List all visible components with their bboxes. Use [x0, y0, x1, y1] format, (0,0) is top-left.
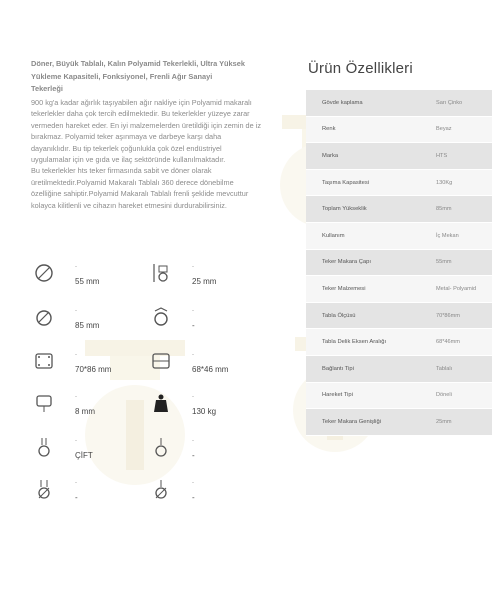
load-weight-icon: [150, 392, 172, 414]
spec-value: 68*46 mm: [192, 365, 229, 374]
spec-value: -: [75, 493, 78, 502]
spec-value: 130 kg: [192, 407, 217, 416]
plate-size-icon: [33, 350, 55, 372]
table-row: Teker Makara Genişliği 25mm: [306, 409, 492, 436]
product-description: [31, 97, 261, 211]
swivel-lock-icon: [150, 478, 172, 500]
features-table: [306, 90, 492, 436]
spec-value: 8 mm: [75, 407, 95, 416]
brake-icon: [150, 436, 172, 458]
table-row: Bağlantı Tipi Tablalı: [306, 356, 492, 383]
hole-spacing-icon: [150, 350, 172, 372]
spec-item: - ÇİFT: [33, 436, 123, 476]
table-row: Toplam Yükseklik 85mm: [306, 196, 492, 223]
spec-item: - 130 kg: [150, 392, 240, 432]
table-row: Marka HTS: [306, 143, 492, 170]
spec-value: -: [192, 493, 195, 502]
spec-value: 55 mm: [75, 277, 100, 286]
table-row: Gövde kaplama Sarı Çinko: [306, 90, 492, 117]
table-row: Taşıma Kapasitesi 130Kg: [306, 170, 492, 197]
table-row: Teker Malzemesi Metal- Polyamid: [306, 276, 492, 303]
table-row: Tabla Delik Eksen Aralığı 68*46mm: [306, 329, 492, 356]
description-paragraph: Bu tekerlekler hts teker firmasında sabit ve döner olarak üretilmektedir.Polyamid Makaralı Tablalı 360 derece dönebilme özelliğine sahiptir.Polyamid Makaralı Tablalı frenli şeklide mevcuttur kolayca kilitlenli ve cihazın hareket etmesini durdurabilirsiniz.: [31, 166, 249, 210]
wheel-diameter-icon: [33, 262, 55, 284]
spec-value: -: [192, 451, 195, 460]
spec-item: - -: [150, 306, 240, 346]
features-title: Ürün Özellikleri: [308, 60, 413, 77]
spec-value: 85 mm: [75, 321, 100, 330]
table-row: Hareket Tipi Döneli: [306, 383, 492, 410]
table-row: Renk Beyaz: [306, 117, 492, 144]
double-brake-icon: [33, 436, 55, 458]
description-paragraph: 900 kg'a kadar ağırlık taşıyabilen ağır nakliye için Polyamid makaralı tekerlekler daha çok tercih edilmektedir. Bu tekerlekler yüzeye zarar vermeden hareket eder. En iyi malzemelerden üretildiği için zemin de iz bırakmaz. Polyamid teker aşınmaya ve darbeye karşı daha dayanıklıdır. Bu tip tekerlek çoğunlukla çok özel endüstriyel uygulamalar için ve gıda ve ilaç sektöründe kullanılmaktadır.: [31, 98, 261, 165]
table-row: Teker Makara Çapı 55mm: [306, 250, 492, 277]
spec-value: ÇİFT: [75, 451, 93, 460]
spec-value: 70*86 mm: [75, 365, 112, 374]
spec-item: - 25 mm: [150, 262, 240, 302]
lock-icon: [33, 478, 55, 500]
spec-item: - 70*86 mm: [33, 350, 123, 390]
spec-item: - -: [150, 436, 240, 476]
spec-item: - -: [33, 478, 123, 518]
spec-item: - 68*46 mm: [150, 350, 240, 390]
offset-icon: [33, 392, 55, 414]
spec-item: - 85 mm: [33, 306, 123, 346]
total-height-icon: [33, 306, 55, 328]
spec-item: - 8 mm: [33, 392, 123, 432]
table-row: Tabla Ölçüsü 70*86mm: [306, 303, 492, 330]
product-heading: Döner, Büyük Tablalı, Kalın Polyamid Tekerlekli, Ultra Yüksek Yükleme Kapasiteli, Fonksiyonel, Frenli Ağır Sanayi Tekerleği: [31, 59, 245, 93]
plate-rotation-icon: [150, 306, 172, 328]
spec-item: - 55 mm: [33, 262, 123, 302]
spec-value: 25 mm: [192, 277, 217, 286]
spec-item: - -: [150, 478, 240, 518]
wheel-height-icon: [150, 262, 172, 284]
spec-value: -: [192, 321, 195, 330]
table-row: Kullanım İç Mekan: [306, 223, 492, 250]
